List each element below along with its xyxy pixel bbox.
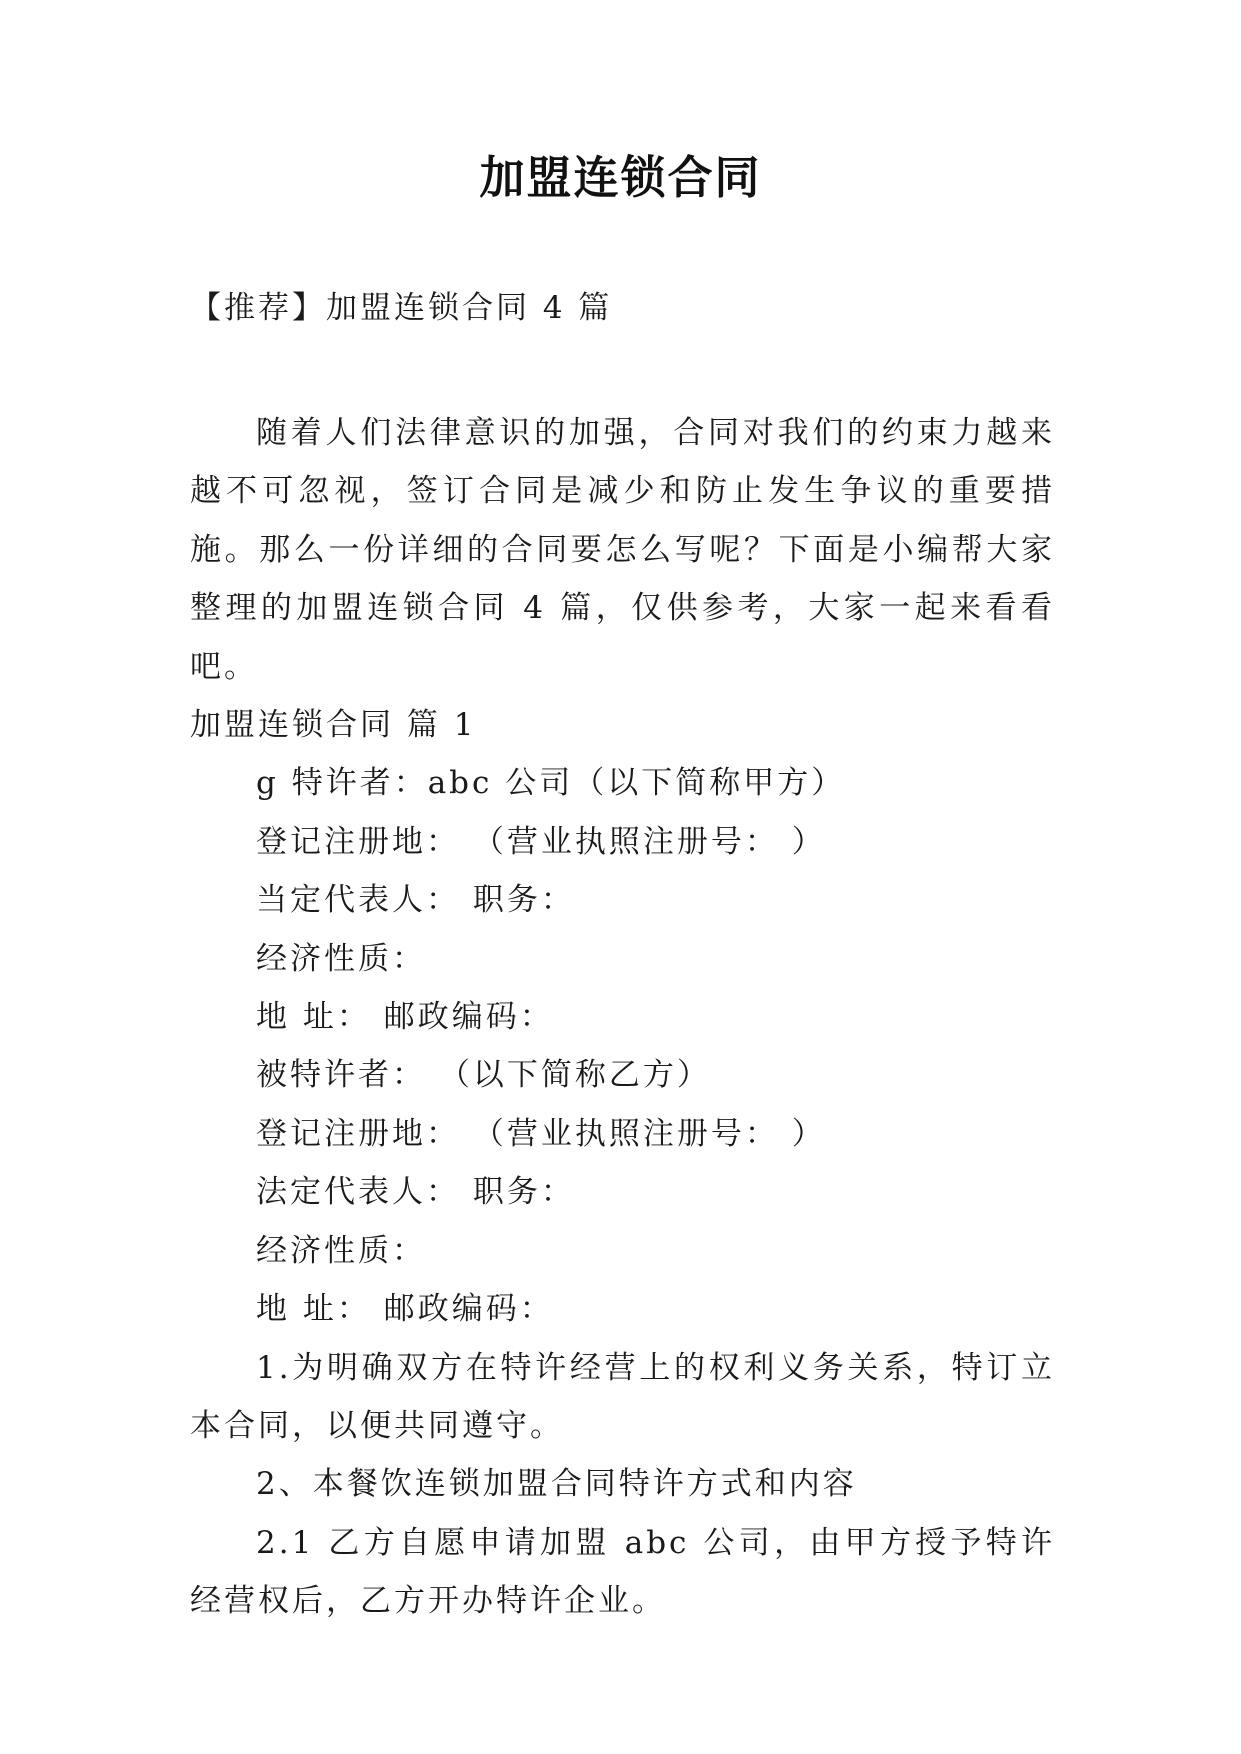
paragraph: 1.为明确双方在特许经营上的权利义务关系，特订立本合同，以便共同遵守。 bbox=[190, 1349, 1055, 1444]
paragraph: 当定代表人： 职务： bbox=[256, 882, 575, 919]
document-title: 加盟连锁合同 bbox=[479, 151, 762, 204]
paragraph: g 特许者：abc 公司（以下简称甲方） bbox=[256, 765, 846, 802]
document-subtitle: 【推荐】加盟连锁合同 4 篇 bbox=[190, 290, 613, 326]
paragraph: 登记注册地： （营业执照注册号： ） bbox=[256, 823, 826, 860]
paragraph: 地 址： 邮政编码： bbox=[256, 1291, 554, 1328]
paragraph: 随着人们法律意识的加强，合同对我们的约束力越来越不可忽视，签订合同是减少和防止发生争议的重要措施。那么一份详细的合同要怎么写呢？下面是小编帮大家整理的加盟连锁合同 4 篇，仅供参考，大家一起来看看吧。 bbox=[190, 415, 1055, 685]
paragraph: 被特许者： （以下简称乙方） bbox=[256, 1057, 711, 1094]
document-body bbox=[190, 404, 1055, 1631]
paragraph: 2.1 乙方自愿申请加盟 abc 公司，由甲方授予特许经营权后，乙方开办特许企业。 bbox=[190, 1524, 1055, 1620]
paragraph: 地 址： 邮政编码： bbox=[256, 999, 554, 1036]
paragraph: 加盟连锁合同 篇 1 bbox=[190, 707, 477, 744]
paragraph: 2、本餐饮连锁加盟合同特许方式和内容 bbox=[256, 1466, 857, 1503]
paragraph: 法定代表人： 职务： bbox=[256, 1174, 575, 1211]
paragraph: 登记注册地： （营业执照注册号： ） bbox=[256, 1115, 826, 1152]
paragraph: 经济性质： bbox=[256, 940, 426, 977]
paragraph: 经济性质： bbox=[256, 1232, 426, 1269]
